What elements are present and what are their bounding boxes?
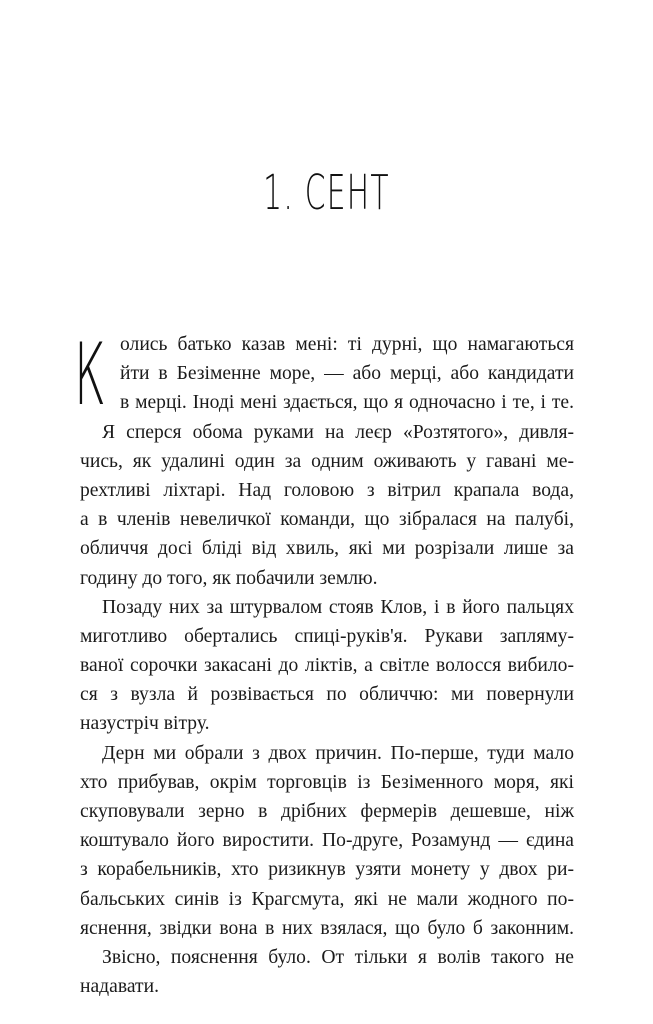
text-line: годину до того, як побачили землю. bbox=[80, 567, 378, 589]
text-line: скуповували зерно в дрібних фермерів дешевше, ніж bbox=[80, 801, 574, 822]
text-line: бальських синів із Крагсмута, які не мали жодного по- bbox=[80, 888, 574, 910]
text-line: Дерн ми обрали з двох причин. По-перше, туди мало bbox=[102, 742, 574, 764]
text-line: чись, як удалині один за одним оживають у гавані ме- bbox=[80, 450, 574, 472]
text-line: олись батько казав мені: ті дурні, що намагаються bbox=[120, 334, 574, 355]
chapter-title: 1. СЕНТ bbox=[263, 165, 390, 221]
text-line: яснення, звідки вона в них взялася, що було б законним. bbox=[80, 917, 574, 939]
text-line: йти в Безіменне море, — або мерці, або кандидати bbox=[120, 363, 574, 385]
text-line: миготливо обертались спиці-руків'я. Рукави запляму- bbox=[80, 625, 574, 647]
text-line: Позаду них за штурвалом стояв Клов, і в його пальцях bbox=[102, 596, 574, 618]
text-line: рехтливі ліхтарі. Над головою з вітрил крапала вода, bbox=[80, 479, 574, 501]
text-line: хто прибував, окрім торговців із Безіменного моря, які bbox=[80, 771, 574, 793]
body-text bbox=[74, 325, 574, 1001]
text-line: ваної сорочки закасані до ліктів, а світле волосся вибило- bbox=[80, 655, 574, 677]
text-line: в мерці. Іноді мені здається, що я одночасно і те, і те. bbox=[120, 392, 574, 414]
text-line: обличчя досі бліді від хвиль, які ми розрізали лише за bbox=[80, 538, 574, 560]
text-line: ся з вузла й розвівається по обличчю: ми повернули bbox=[80, 684, 574, 706]
text-line: а в членів невеличкої команди, що зібралася на палубі, bbox=[80, 509, 574, 531]
text-line: назустріч вітру. bbox=[80, 713, 210, 735]
text-line: надавати. bbox=[80, 976, 159, 998]
text-line: Я сперся обома руками на леєр «Розтятого», дивля- bbox=[102, 421, 574, 443]
text-line: з корабельників, хто ризикнув узяти монету у двох ри- bbox=[80, 859, 574, 881]
text-line: Звісно, пояснення було. От тільки я волів такого не bbox=[102, 946, 574, 968]
text-line: коштувало його виростити. По-друге, Розамунд — єдина bbox=[80, 830, 574, 852]
drop-cap: К bbox=[74, 325, 106, 425]
